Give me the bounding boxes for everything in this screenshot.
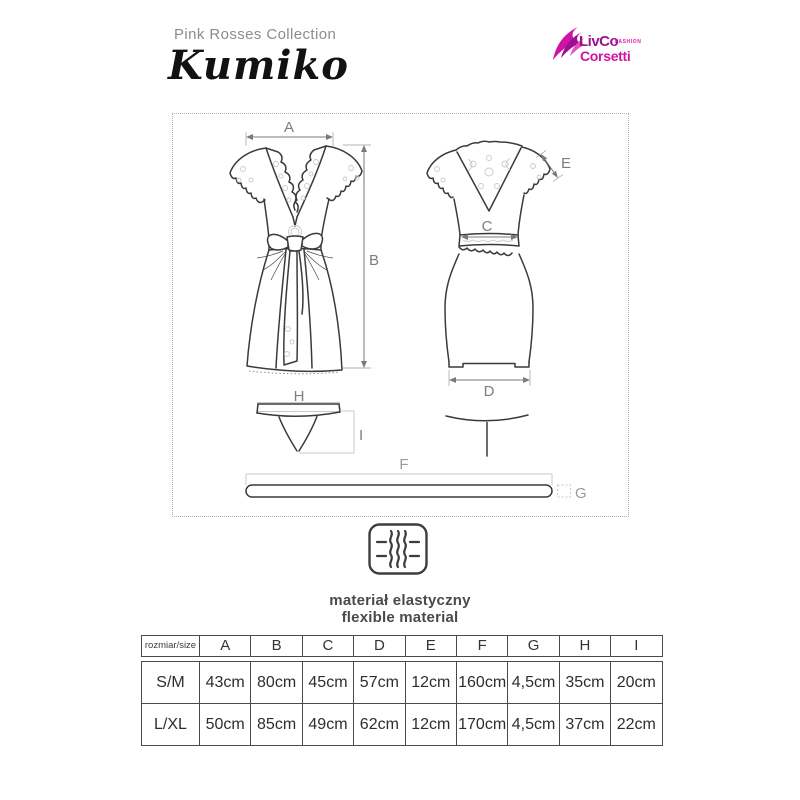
size-table-header	[141, 635, 663, 657]
dimension-label-e: E	[561, 155, 572, 172]
belt-width-marker	[558, 485, 571, 497]
col-header: C	[302, 636, 353, 656]
col-header: H	[559, 636, 610, 656]
col-header: F	[456, 636, 507, 656]
col-header: E	[405, 636, 456, 656]
value-cell: 12cm	[405, 662, 456, 703]
value-cell: 49cm	[302, 704, 353, 745]
col-header: B	[250, 636, 301, 656]
brand-tagline: FASHION	[615, 39, 642, 45]
brand-logo	[552, 24, 652, 70]
value-cell: 170cm	[456, 704, 507, 745]
dimension-label-d: D	[483, 383, 495, 400]
value-cell: 35cm	[559, 662, 610, 703]
value-cell: 37cm	[559, 704, 610, 745]
value-cell: 45cm	[302, 662, 353, 703]
value-cell: 80cm	[250, 662, 301, 703]
col-header: D	[353, 636, 404, 656]
table-row	[142, 662, 662, 703]
value-cell: 43cm	[199, 662, 250, 703]
brand-name-bottom: Corsetti	[580, 48, 631, 64]
panties-front-view	[257, 403, 354, 454]
value-cell: 85cm	[250, 704, 301, 745]
col-header: G	[507, 636, 558, 656]
product-name: Kumiko	[168, 42, 349, 89]
dimension-label-b: B	[369, 252, 380, 269]
value-cell: 4,5cm	[507, 662, 558, 703]
dimension-label-a: A	[283, 119, 295, 136]
value-cell: 20cm	[610, 662, 661, 703]
value-cell: 4,5cm	[507, 704, 558, 745]
size-cell: S/M	[156, 674, 185, 691]
value-cell: 160cm	[456, 662, 507, 703]
col-header: I	[610, 636, 661, 656]
elastic-material-icon	[368, 523, 428, 575]
garment-front-view	[230, 146, 362, 374]
dimension-label-g: G	[575, 485, 587, 502]
belt-drawing	[246, 474, 571, 497]
value-cell: 12cm	[405, 704, 456, 745]
material-note-pl: materiał elastyczny	[329, 592, 471, 609]
value-cell: 57cm	[353, 662, 404, 703]
value-cell: 22cm	[610, 704, 661, 745]
size-table	[141, 635, 663, 746]
col-header: A	[199, 636, 250, 656]
dimension-label-c: C	[481, 218, 493, 235]
size-cell: L/XL	[154, 716, 187, 733]
table-row	[142, 703, 662, 745]
size-table-body	[141, 661, 663, 746]
measurement-diagram	[172, 113, 629, 517]
dimension-label-f: F	[399, 456, 409, 473]
panties-back-view	[446, 415, 528, 456]
value-cell: 50cm	[199, 704, 250, 745]
dimension-label-i: I	[359, 427, 364, 444]
garment-back-view	[427, 141, 550, 367]
brand-name-top: LivCo	[579, 33, 619, 50]
value-cell: 62cm	[353, 704, 404, 745]
corner-cell: rozmiar/size	[144, 640, 197, 651]
material-note-en: flexible material	[341, 609, 459, 626]
collection-title: Pink Rosses Collection	[174, 26, 337, 43]
dimension-label-h: H	[293, 388, 305, 405]
